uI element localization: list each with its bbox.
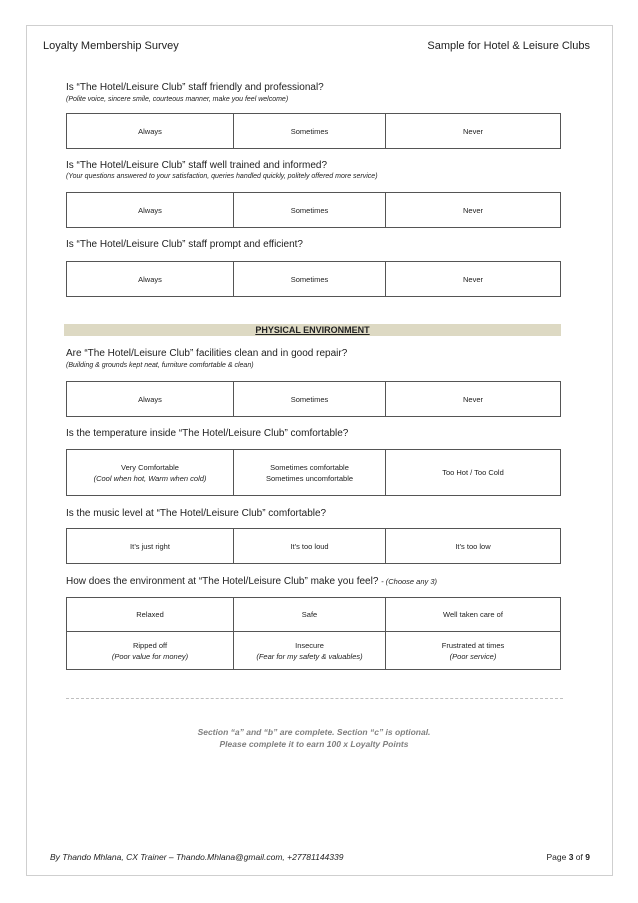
section-header-physical-environment [64,324,561,336]
option-label: Insecure [295,640,324,650]
option-never[interactable]: Never [386,262,561,297]
option-label: Very Comfortable [121,462,179,472]
question-facilities-clean-hint: (Building & grounds kept neat, furniture comfortable & clean) [66,362,254,369]
option-always[interactable]: Always [67,262,234,297]
option-sometimes[interactable]: Sometimes [234,382,386,417]
option-hint: (Fear for my safety & valuables) [256,651,363,661]
option-too-hot-too-cold[interactable]: Too Hot / Too Cold [386,450,561,496]
question-staff-prompt: Is “The Hotel/Leisure Club” staff prompt and efficient? [66,239,303,250]
option-too-loud[interactable]: It’s too loud [234,529,386,564]
option-relaxed[interactable]: Relaxed [67,598,234,632]
question-staff-friendly: Is “The Hotel/Leisure Club” staff friendly and professional? [66,82,324,93]
option-label-2: Sometimes uncomfortable [265,473,354,483]
question-facilities-clean: Are “The Hotel/Leisure Club” facilities clean and in good repair? [66,348,348,359]
options-staff-friendly [66,113,561,149]
option-never[interactable]: Never [386,193,561,228]
completion-note-line1: Section “a” and “b” are complete. Section “c” is optional. [197,727,431,737]
option-label: Ripped off [132,640,168,650]
section-title: PHYSICAL ENVIRONMENT [255,325,370,335]
page-word: Page [546,852,567,862]
option-never[interactable]: Never [386,114,561,149]
question-environment-feeling [66,576,437,587]
header-subtitle: Sample for Hotel & Leisure Clubs [427,40,590,52]
option-label: Sometimes comfortable [270,462,349,472]
page-of: of [575,852,583,862]
option-always[interactable]: Always [67,193,234,228]
page-number [546,852,590,862]
options-music-level [66,528,561,564]
option-hint: (Poor value for money) [111,651,189,661]
option-insecure[interactable] [234,632,386,670]
page-total: 9 [585,852,590,862]
question-temperature: Is the temperature inside “The Hotel/Leisure Club” comfortable? [66,428,349,439]
option-hint: (Poor service) [449,651,497,661]
question-staff-trained: Is “The Hotel/Leisure Club” staff well trained and informed? [66,160,328,171]
options-staff-prompt [66,261,561,297]
option-safe[interactable]: Safe [234,598,386,632]
option-too-low[interactable]: It’s too low [386,529,561,564]
option-label: Frustrated at times [441,640,505,650]
header-title: Loyalty Membership Survey [43,40,179,52]
options-environment-feeling [66,597,561,670]
question-music-level: Is the music level at “The Hotel/Leisure Club” comfortable? [66,508,327,519]
options-facilities-clean [66,381,561,417]
option-always[interactable]: Always [67,382,234,417]
option-frustrated[interactable] [386,632,561,670]
option-sometimes-comfortable[interactable] [234,450,386,496]
options-temperature [66,449,561,496]
divider [66,698,563,699]
question-choose-hint: - (Choose any 3) [381,577,438,586]
page-current: 3 [568,852,574,862]
option-sometimes[interactable]: Sometimes [234,114,386,149]
footer-author: By Thando Mhlana, CX Trainer – Thando.Mhlana@gmail.com, +27781144339 [50,852,344,862]
question-staff-trained-hint: (Your questions answered to your satisfaction, queries handled quickly, politely offered more service) [66,173,378,180]
question-staff-friendly-hint: (Polite voice, sincere smile, courteous manner, make you feel welcome) [66,96,289,103]
option-ripped-off[interactable] [67,632,234,670]
option-just-right[interactable]: It’s just right [67,529,234,564]
option-well-taken-care-of[interactable]: Well taken care of [386,598,561,632]
option-very-comfortable[interactable] [67,450,234,496]
options-staff-trained [66,192,561,228]
option-hint: (Cool when hot, Warm when cold) [93,473,207,483]
completion-note-line2: Please complete it to earn 100 x Loyalty Points [219,739,409,749]
option-sometimes[interactable]: Sometimes [234,193,386,228]
option-always[interactable]: Always [67,114,234,149]
option-sometimes[interactable]: Sometimes [234,262,386,297]
question-text: How does the environment at “The Hotel/Leisure Club” make you feel? [66,576,379,587]
option-never[interactable]: Never [386,382,561,417]
